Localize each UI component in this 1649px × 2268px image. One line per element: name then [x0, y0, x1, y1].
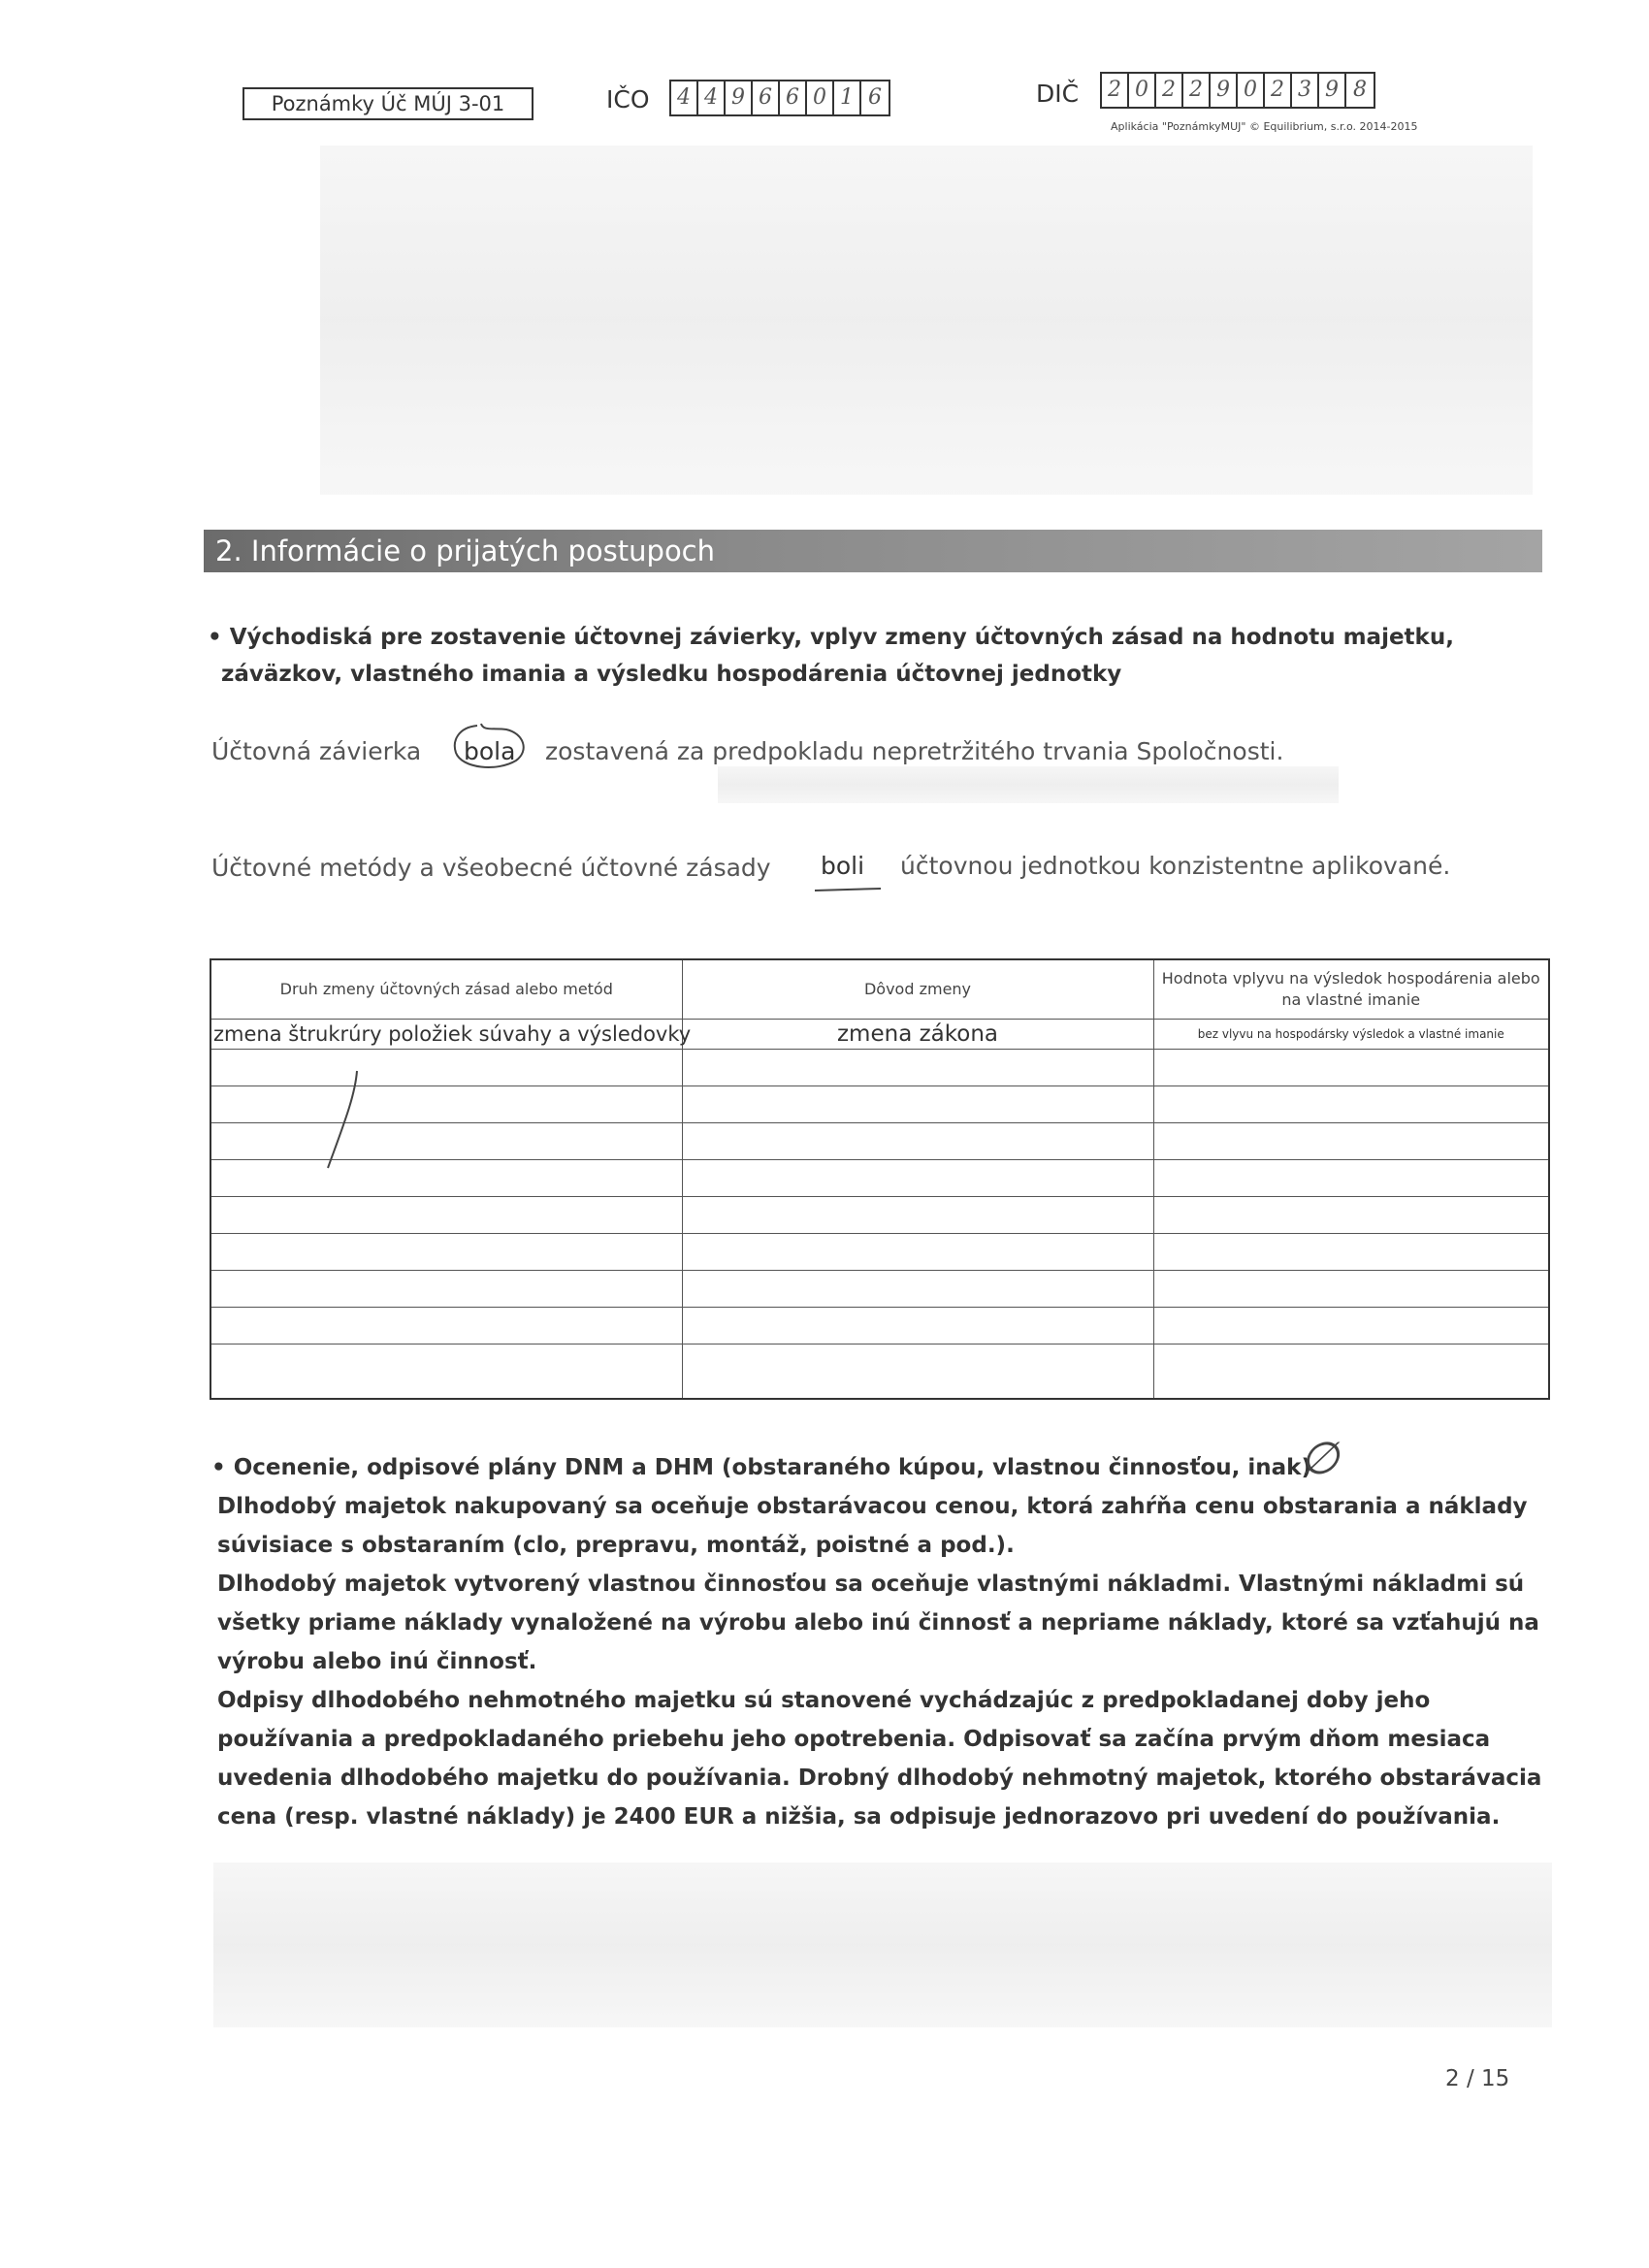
accounting-methods-text: účtovnou jednotkou konzistentne aplikované. [900, 852, 1451, 880]
table-cell [1153, 1307, 1549, 1344]
table-cell: bez vlyvu na hospodársky výsledok a vlastné imanie [1153, 1020, 1549, 1050]
ico-digit: 4 [671, 81, 698, 114]
accounting-changes-table [210, 958, 1550, 1400]
basis-heading-line2: záväzkov, vlastného imania a výsledku hospodárenia účtovnej jednotky [221, 662, 1122, 687]
ico-digit: 4 [698, 81, 726, 114]
table-row [210, 1122, 1549, 1159]
handwritten-slash-mark [320, 1067, 369, 1174]
handwritten-empty-set-mark: ∅ [1300, 1432, 1340, 1484]
scan-noise-area [320, 146, 1533, 495]
table-cell [682, 1196, 1153, 1233]
table-row [210, 1050, 1549, 1086]
financial-statement-text: zostavená za predpokladu nepretržitého trvania Spoločnosti. [545, 737, 1284, 765]
copyright-notice: Aplikácia "PoznámkyMUJ" © Equilibrium, s.r.o. 2014-2015 [1111, 120, 1418, 133]
dic-digit: 0 [1238, 74, 1265, 107]
ico-digit: 6 [780, 81, 807, 114]
accounting-methods-label: Účtovné metódy a všeobecné účtovné zásady [211, 854, 771, 882]
dic-digit: 8 [1353, 78, 1367, 102]
table-row [210, 1307, 1549, 1344]
table-cell [682, 1344, 1153, 1399]
page-number: 2 / 15 [1445, 2066, 1510, 2091]
table-cell [1153, 1233, 1549, 1270]
handwritten-circle-mark [448, 720, 530, 774]
table-cell [682, 1085, 1153, 1122]
valuation-line: používania a predpokladaného priebehu jeho opotrebenia. Odpisovať sa začína prvým dňom mesiaca [217, 1727, 1491, 1752]
table-cell [210, 1270, 682, 1307]
table-cell [682, 1233, 1153, 1270]
table-cell [682, 1307, 1153, 1344]
dic-digit: 2 [1156, 74, 1183, 107]
dic-digit: 0 [1129, 74, 1156, 107]
valuation-line: Dlhodobý majetok vytvorený vlastnou činnosťou sa oceňuje vlastnými nákladmi. Vlastnými nákladmi sú [217, 1571, 1525, 1597]
table-cell [682, 1122, 1153, 1159]
table-cell [210, 1344, 682, 1399]
table-cell [210, 1122, 682, 1159]
dic-digit: 9 [1319, 74, 1346, 107]
table-cell: zmena štrukrúry položiek súvahy a výsledovky [210, 1020, 682, 1050]
valuation-line: výrobu alebo inú činnosť. [217, 1649, 537, 1674]
valuation-line: Dlhodobý majetok nakupovaný sa oceňuje obstarávacou cenou, ktorá zahŕňa cenu obstarania a náklady [217, 1494, 1528, 1519]
table-cell [1153, 1050, 1549, 1086]
dic-digit: 9 [1211, 74, 1238, 107]
table-cell [1153, 1085, 1549, 1122]
dic-digit: 2 [1102, 74, 1129, 107]
ico-digit: 0 [807, 81, 834, 114]
table-cell [210, 1307, 682, 1344]
financial-statement-value: bola [464, 737, 516, 765]
table-row [210, 1020, 1549, 1050]
valuation-line: všetky priame náklady vynaložené na výrobu alebo inú činnosť a nepriame náklady, ktoré sa vzťahujú na [217, 1610, 1539, 1636]
table-header-row [210, 959, 1549, 1020]
table-cell [682, 1159, 1153, 1196]
table-cell: zmena zákona [682, 1020, 1153, 1050]
valuation-line: uvedenia dlhodobého majetku do používania. Drobný dlhodobý nehmotný majetok, ktorého obstarávacia [217, 1766, 1542, 1791]
form-label: Poznámky Úč MÚJ 3-01 [242, 87, 534, 120]
valuation-line: Odpisy dlhodobého nehmotného majetku sú stanovené vychádzajúc z predpokladanej doby jeho [217, 1688, 1431, 1713]
ico-digit: 9 [726, 81, 753, 114]
table-cell [210, 1196, 682, 1233]
table-row [210, 1270, 1549, 1307]
accounting-methods-value: boli [821, 852, 865, 880]
table-cell [210, 1233, 682, 1270]
ico-label: IČO [606, 85, 650, 113]
table-row [210, 1196, 1549, 1233]
column-header: Hodnota vplyvu na výsledok hospodárenia alebo na vlastné imanie [1153, 959, 1549, 1020]
table-cell [1153, 1344, 1549, 1399]
ico-digit: 6 [753, 81, 780, 114]
table-row [210, 1085, 1549, 1122]
dic-digit: 2 [1183, 74, 1211, 107]
scan-noise-area [213, 1863, 1552, 2027]
handwritten-underline [813, 885, 883, 894]
table-cell [682, 1050, 1153, 1086]
ico-field [669, 80, 890, 116]
financial-statement-label: Účtovná závierka [211, 737, 422, 765]
table-row [210, 1233, 1549, 1270]
dic-field [1100, 72, 1375, 109]
dic-label: DIČ [1036, 80, 1080, 108]
section-title: 2. Informácie o prijatých postupoch [204, 530, 1542, 572]
table-cell [1153, 1270, 1549, 1307]
ico-digit: 1 [834, 81, 861, 114]
table-cell [1153, 1159, 1549, 1196]
scan-noise-area [718, 766, 1339, 803]
table-cell [1153, 1122, 1549, 1159]
valuation-heading: • Ocenenie, odpisové plány DNM a DHM (obstaraného kúpou, vlastnou činnosťou, inak) [211, 1455, 1311, 1480]
valuation-line: súvisiace s obstaraním (clo, prepravu, montáž, poistné a pod.). [217, 1533, 1015, 1558]
table-row [210, 1159, 1549, 1196]
column-header: Dôvod zmeny [682, 959, 1153, 1020]
column-header: Druh zmeny účtovných zásad alebo metód [210, 959, 682, 1020]
table-row [210, 1344, 1549, 1399]
dic-digit: 2 [1265, 74, 1292, 107]
table-cell [1153, 1196, 1549, 1233]
table-cell [682, 1270, 1153, 1307]
table-cell [210, 1159, 682, 1196]
valuation-line: cena (resp. vlastné náklady) je 2400 EUR a nižšia, sa odpisuje jednorazovo pri uvedení do používania. [217, 1804, 1501, 1830]
table-cell [210, 1085, 682, 1122]
basis-heading-line1: • Východiská pre zostavenie účtovnej závierky, vplyv zmeny účtovných zásad na hodnotu majetku, [208, 625, 1454, 650]
table-cell [210, 1050, 682, 1086]
dic-digit: 3 [1292, 74, 1319, 107]
ico-digit: 6 [868, 85, 882, 110]
